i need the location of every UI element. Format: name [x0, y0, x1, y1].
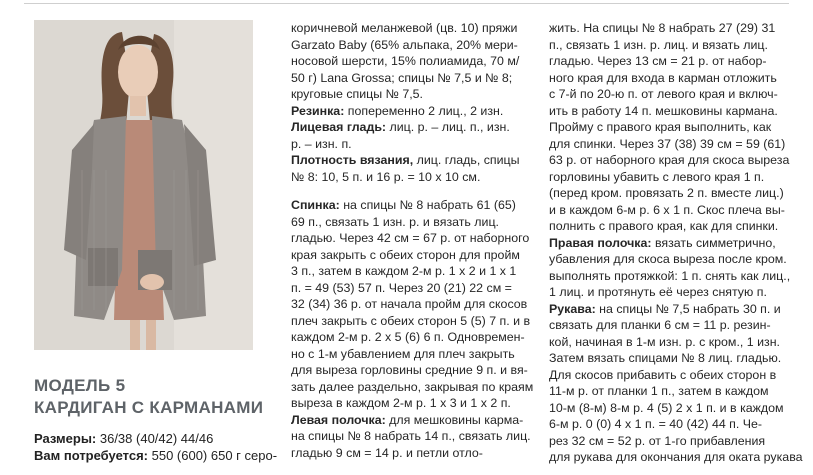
instructions-column-2 — [291, 20, 534, 461]
model-subtitle: КАРДИГАН С КАРМАНАМИ — [34, 398, 264, 417]
text-line — [549, 334, 799, 351]
line-text: п., связать 1 изн. р. лиц. и вязать лиц. — [549, 37, 768, 52]
text-line — [291, 379, 534, 396]
line-text: связать для планки 6 см = 11 р. резин- — [549, 318, 771, 332]
text-line — [291, 70, 531, 87]
text-line — [291, 37, 531, 54]
text-line — [291, 169, 531, 186]
section-heading: Плотность вязания, — [291, 153, 414, 167]
line-text: горловины убавить с левого края 1 п. — [549, 169, 765, 184]
line-text: для рукава для окончания для оката рукава — [549, 450, 803, 464]
text-line — [549, 103, 799, 120]
line-text: гладью. Через 13 см = 21 р. от набор- — [549, 54, 767, 68]
line-text: (перед кром. провязать 2 п. вместе лиц.) — [549, 186, 784, 200]
text-line — [549, 218, 799, 235]
line-text: края закрыть с обеих сторон для пройм — [291, 247, 520, 262]
line-text: носовой шерсти, 15% полиамида, 70 м/ — [291, 54, 520, 68]
materials-label: Вам потребуется: — [34, 448, 148, 463]
text-line — [549, 301, 799, 318]
text-line — [291, 152, 531, 169]
line-text: 69 п., связать 1 изн. р. и вязать лиц. — [291, 214, 500, 229]
line-text: на спицы № 8 набрать 14 п., связать лиц. — [291, 429, 531, 443]
line-text: для спинки. Через 37 (38) 39 см = 59 (61) — [549, 136, 786, 151]
model-title: МОДЕЛЬ 5 — [34, 376, 126, 395]
text-line — [549, 20, 799, 37]
text-line — [291, 313, 531, 330]
text-line — [291, 263, 531, 280]
line-text: 6-м р. 0 (0) 4 х 1 п. = 40 (42) 44 п. Че- — [549, 417, 763, 431]
section-heading: Рукава: — [549, 301, 596, 316]
line-text: выреза в каждом 2-м р. 1 х 3 и 1 х 2 п. — [291, 396, 511, 410]
materials-line — [34, 447, 277, 464]
line-text: коричневой меланжевой (цв. 10) пряжи — [291, 21, 518, 35]
line-text: каждом 2-м р. 2 х 5 (6) 6 п. Одновремен- — [291, 330, 525, 344]
text-line — [549, 37, 799, 54]
line-text: Garzato Baby (65% альпака, 20% мери- — [291, 37, 518, 52]
text-line — [549, 169, 799, 186]
line-text: лиц. р. – лиц. п., изн. — [386, 120, 510, 134]
line-text: Для скосов прибавить с обеих сторон в — [549, 367, 777, 382]
sizes-line — [34, 430, 213, 447]
line-text: круговые спицы № 7,5. — [291, 87, 424, 101]
line-text: и в каждом 6-м р. 6 х 1 п. Скос плеча вы- — [549, 202, 785, 217]
text-line — [549, 350, 799, 367]
text-line — [291, 395, 531, 412]
line-text: для мешковины карма- — [385, 412, 524, 427]
sizes-value: 36/38 (40/42) 44/46 — [96, 431, 214, 446]
line-text: зать далее раздельно, закрывая по краям — [291, 379, 534, 394]
text-line — [549, 86, 799, 103]
line-text: 32 (34) 36 р. от начала пройм для скосов — [291, 297, 528, 311]
line-text: 3 п., затем в каждом 2-м р. 1 х 2 и 1 х 1 — [291, 264, 517, 278]
text-line — [291, 346, 531, 363]
line-text: рез 32 см = 52 р. от 1-го прибавления — [549, 433, 766, 448]
line-text: на спицы № 7,5 набрать 30 п. и — [595, 301, 781, 316]
text-line — [549, 367, 799, 384]
line-text: п. = 49 (53) 57 п. Через 20 (21) 22 см = — [291, 280, 512, 295]
text-line — [291, 329, 531, 346]
line-text: вязать симметрично, — [651, 235, 776, 250]
line-text: р. – изн. п. — [291, 136, 352, 151]
section-heading: Лицевая гладь: — [291, 120, 387, 134]
text-line — [549, 317, 799, 334]
text-line — [549, 433, 799, 450]
line-text: 63 р. от наборного края для скоса выреза — [549, 153, 790, 167]
text-line — [291, 53, 531, 70]
text-line — [549, 268, 799, 285]
line-text: лиц. гладь, спицы — [413, 153, 520, 167]
materials-value: 550 (600) 650 г серо- — [148, 448, 278, 463]
text-line — [549, 284, 799, 301]
section-heading: Спинка: — [291, 198, 340, 212]
model-photo — [34, 20, 253, 350]
line-text: гладью 9 см = 14 р. и петли отло- — [291, 445, 483, 460]
text-line — [291, 230, 531, 247]
sizes-label: Размеры: — [34, 431, 97, 446]
text-line — [549, 400, 799, 417]
text-line — [291, 280, 531, 297]
line-text: Пройму с правого края выполнить, как — [549, 120, 772, 134]
text-line — [549, 53, 799, 70]
text-line — [549, 383, 799, 400]
text-line — [291, 445, 531, 462]
text-line — [549, 202, 799, 219]
line-text: попеременно 2 лиц., 2 изн. — [344, 103, 504, 118]
line-text: но с 1-м убавлением для плеч закрыть — [291, 346, 515, 361]
text-line — [291, 412, 531, 429]
text-line — [291, 136, 531, 153]
line-text: 10-м (8-м) 8-м р. 4 (5) 2 х 1 п. и в каждом — [549, 400, 784, 415]
text-line — [291, 362, 531, 379]
line-text: убавления для скоса выреза после кром. — [549, 252, 787, 266]
text-line — [549, 416, 799, 433]
instructions-column-3 — [549, 20, 803, 466]
text-line — [549, 235, 799, 252]
text-line — [549, 119, 799, 136]
line-text: Затем вязать спицами № 8 лиц. гладью. — [549, 351, 782, 365]
cardigan-model-illustration — [34, 20, 253, 350]
section-heading: Правая полочка: — [549, 235, 652, 250]
text-line — [549, 251, 799, 268]
top-rule — [0, 0, 813, 10]
line-text: ного края для входа в карман отложить — [549, 70, 777, 85]
line-text: выполнять протяжкой: 1 п. снять как лиц., — [549, 268, 791, 283]
section-heading: Левая полочка: — [291, 412, 386, 427]
line-text: 11-м р. от планки 1 п., затем в каждом — [549, 384, 769, 398]
line-text: гладью. Через 42 см = 67 р. от наборного — [291, 231, 530, 245]
text-line — [549, 152, 799, 169]
text-line — [549, 136, 799, 153]
text-line — [549, 70, 799, 87]
text-line — [291, 197, 531, 214]
text-line — [291, 119, 531, 136]
text-line — [291, 214, 531, 231]
paragraph-gap — [291, 185, 531, 197]
line-text: ить в работу 14 п. мешковины кармана. — [549, 103, 778, 118]
text-line — [291, 296, 531, 313]
text-line — [291, 247, 531, 264]
section-heading: Резинка: — [291, 103, 345, 118]
text-line — [291, 103, 531, 120]
line-text: полнить с правого края, как для спинки. — [549, 219, 779, 233]
text-line — [291, 428, 531, 445]
text-line — [549, 449, 803, 466]
line-text: № 8: 10, 5 п. и 16 р. = 10 х 10 см. — [291, 169, 481, 184]
line-text: для выреза горловины средние 9 п. и вя- — [291, 363, 528, 377]
text-line — [291, 86, 531, 103]
line-text: 1 лиц. и протянуть её через снятую п. — [549, 285, 767, 299]
text-line — [549, 185, 799, 202]
text-line — [291, 20, 531, 37]
line-text: жить. На спицы № 8 набрать 27 (29) 31 — [549, 21, 776, 35]
line-text: с 7-й по 20-ю п. от левого края и включ- — [549, 87, 778, 101]
line-text: на спицы № 8 набрать 61 (65) — [339, 198, 516, 212]
line-text: плеч закрыть с обеих сторон 5 (5) 7 п. и в — [291, 313, 531, 328]
line-text: кой, начиная в 1-м изн. р. с кром., 1 изн. — [549, 334, 780, 349]
line-text: 50 г) Lana Grossa; спицы № 7,5 и № 8; — [291, 70, 513, 85]
